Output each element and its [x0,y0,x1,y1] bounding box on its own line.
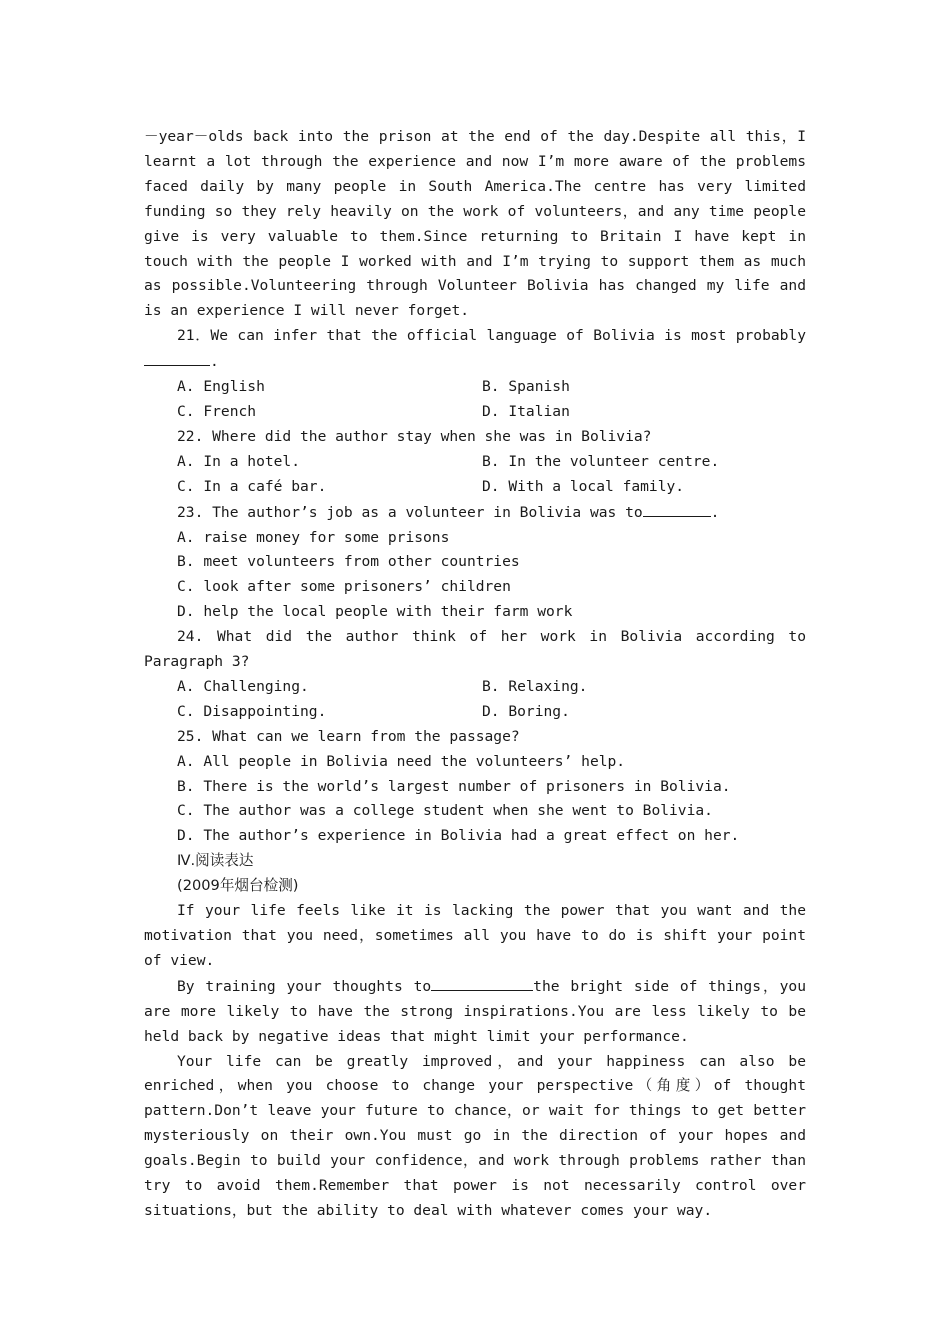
question-23-text: 23. The author’s job as a volunteer in Bolivia was to [177,503,643,521]
option-b: B. In the volunteer centre. [482,452,720,470]
question-21-text: 21．We can infer that the official language of Bolivia is most probably [177,327,806,345]
option-c: C. French [177,402,257,420]
paragraph-2-end: the bright side of things，you are more likely to have the strong inspirations.You are less likely to be held back by negative ideas that might limit your performance. [144,977,807,1045]
option-d: D. help the local people with their farm work [177,603,573,621]
options-row [144,475,806,500]
question-25-stem: 25. What can we learn from the passage? [177,727,520,745]
options-row [144,700,806,725]
option-b: B. Relaxing. [482,677,588,695]
options-row [144,675,806,700]
passage-paragraph: －year－olds back into the prison at the end of the day.Despite all this，I learnt a lot through the experience and now I’m more aware of the problems faced daily by many people in South America.The centre has very limited funding so they rely heavily on the work of volunteers，and any time people give is very valuable to them.Since returning to Britain I have kept in touch with the people I worked with and I’m trying to support them as much as possible.Volunteering through Volunteer Bolivia has changed my life and is an experience I will never forget. [144,128,806,320]
answer-blank [431,974,533,991]
question-24-stem: 24. What did the author think of her work in Bolivia according to Paragraph 3? [144,628,806,671]
option-c: C. look after some prisoners’ children [177,578,511,596]
document-page [144,125,806,1224]
paragraph-2-start: By training your thoughts to [177,977,432,995]
option-d: D. With a local family. [482,477,685,495]
option-c: C. Disappointing. [177,702,327,720]
answer-blank [643,500,711,517]
option-d: D. Boring. [482,702,570,720]
option-a: A. raise money for some prisons [177,528,450,546]
section-source: (2009年烟台检测) [177,877,299,895]
option-b: B. meet volunteers from other countries [177,553,520,571]
question-21-end: . [210,353,219,371]
reading-paragraph-1: If your life feels like it is lacking the power that you want and the motivation that you need，sometimes all you have to do is shift your point of view. [144,902,806,969]
question-22-stem: 22. Where did the author stay when she was in Bolivia? [177,427,652,445]
options-row [144,400,806,425]
option-a: A. Challenging. [177,677,309,695]
option-a: A. In a hotel. [177,452,301,470]
answer-blank [144,349,210,366]
option-b: B. Spanish [482,378,570,396]
option-d: D. The author’s experience in Bolivia had a great effect on her. [177,827,740,845]
option-a: A. English [177,378,265,396]
options-row [144,450,806,475]
options-row [144,375,806,400]
reading-paragraph-3: Your life can be greatly improved，and your happiness can also be enriched，when you choose to change your perspective（角度）of thought pattern.Don’t leave your future to chance，or wait for things to get better mysteriously on their own.You must go in the direction of your hopes and goals.Begin to build your confidence，and work through problems rather than try to avoid them.Remember that power is not necessarily control over situations，but the ability to deal with whatever comes your way. [144,1052,806,1219]
option-d: D. Italian [482,402,570,420]
question-23-stem [144,500,806,526]
question-21-stem [144,324,806,375]
option-c: C. In a café bar. [177,477,327,495]
option-b: B. There is the world’s largest number of prisoners in Bolivia. [177,777,731,795]
option-c: C. The author was a college student when she went to Bolivia. [177,802,713,820]
option-a: A. All people in Bolivia need the volunteers’ help. [177,752,626,770]
question-23-end: . [710,503,720,521]
reading-paragraph-2 [144,974,806,1050]
section-heading: Ⅳ.阅读表达 [177,852,254,870]
